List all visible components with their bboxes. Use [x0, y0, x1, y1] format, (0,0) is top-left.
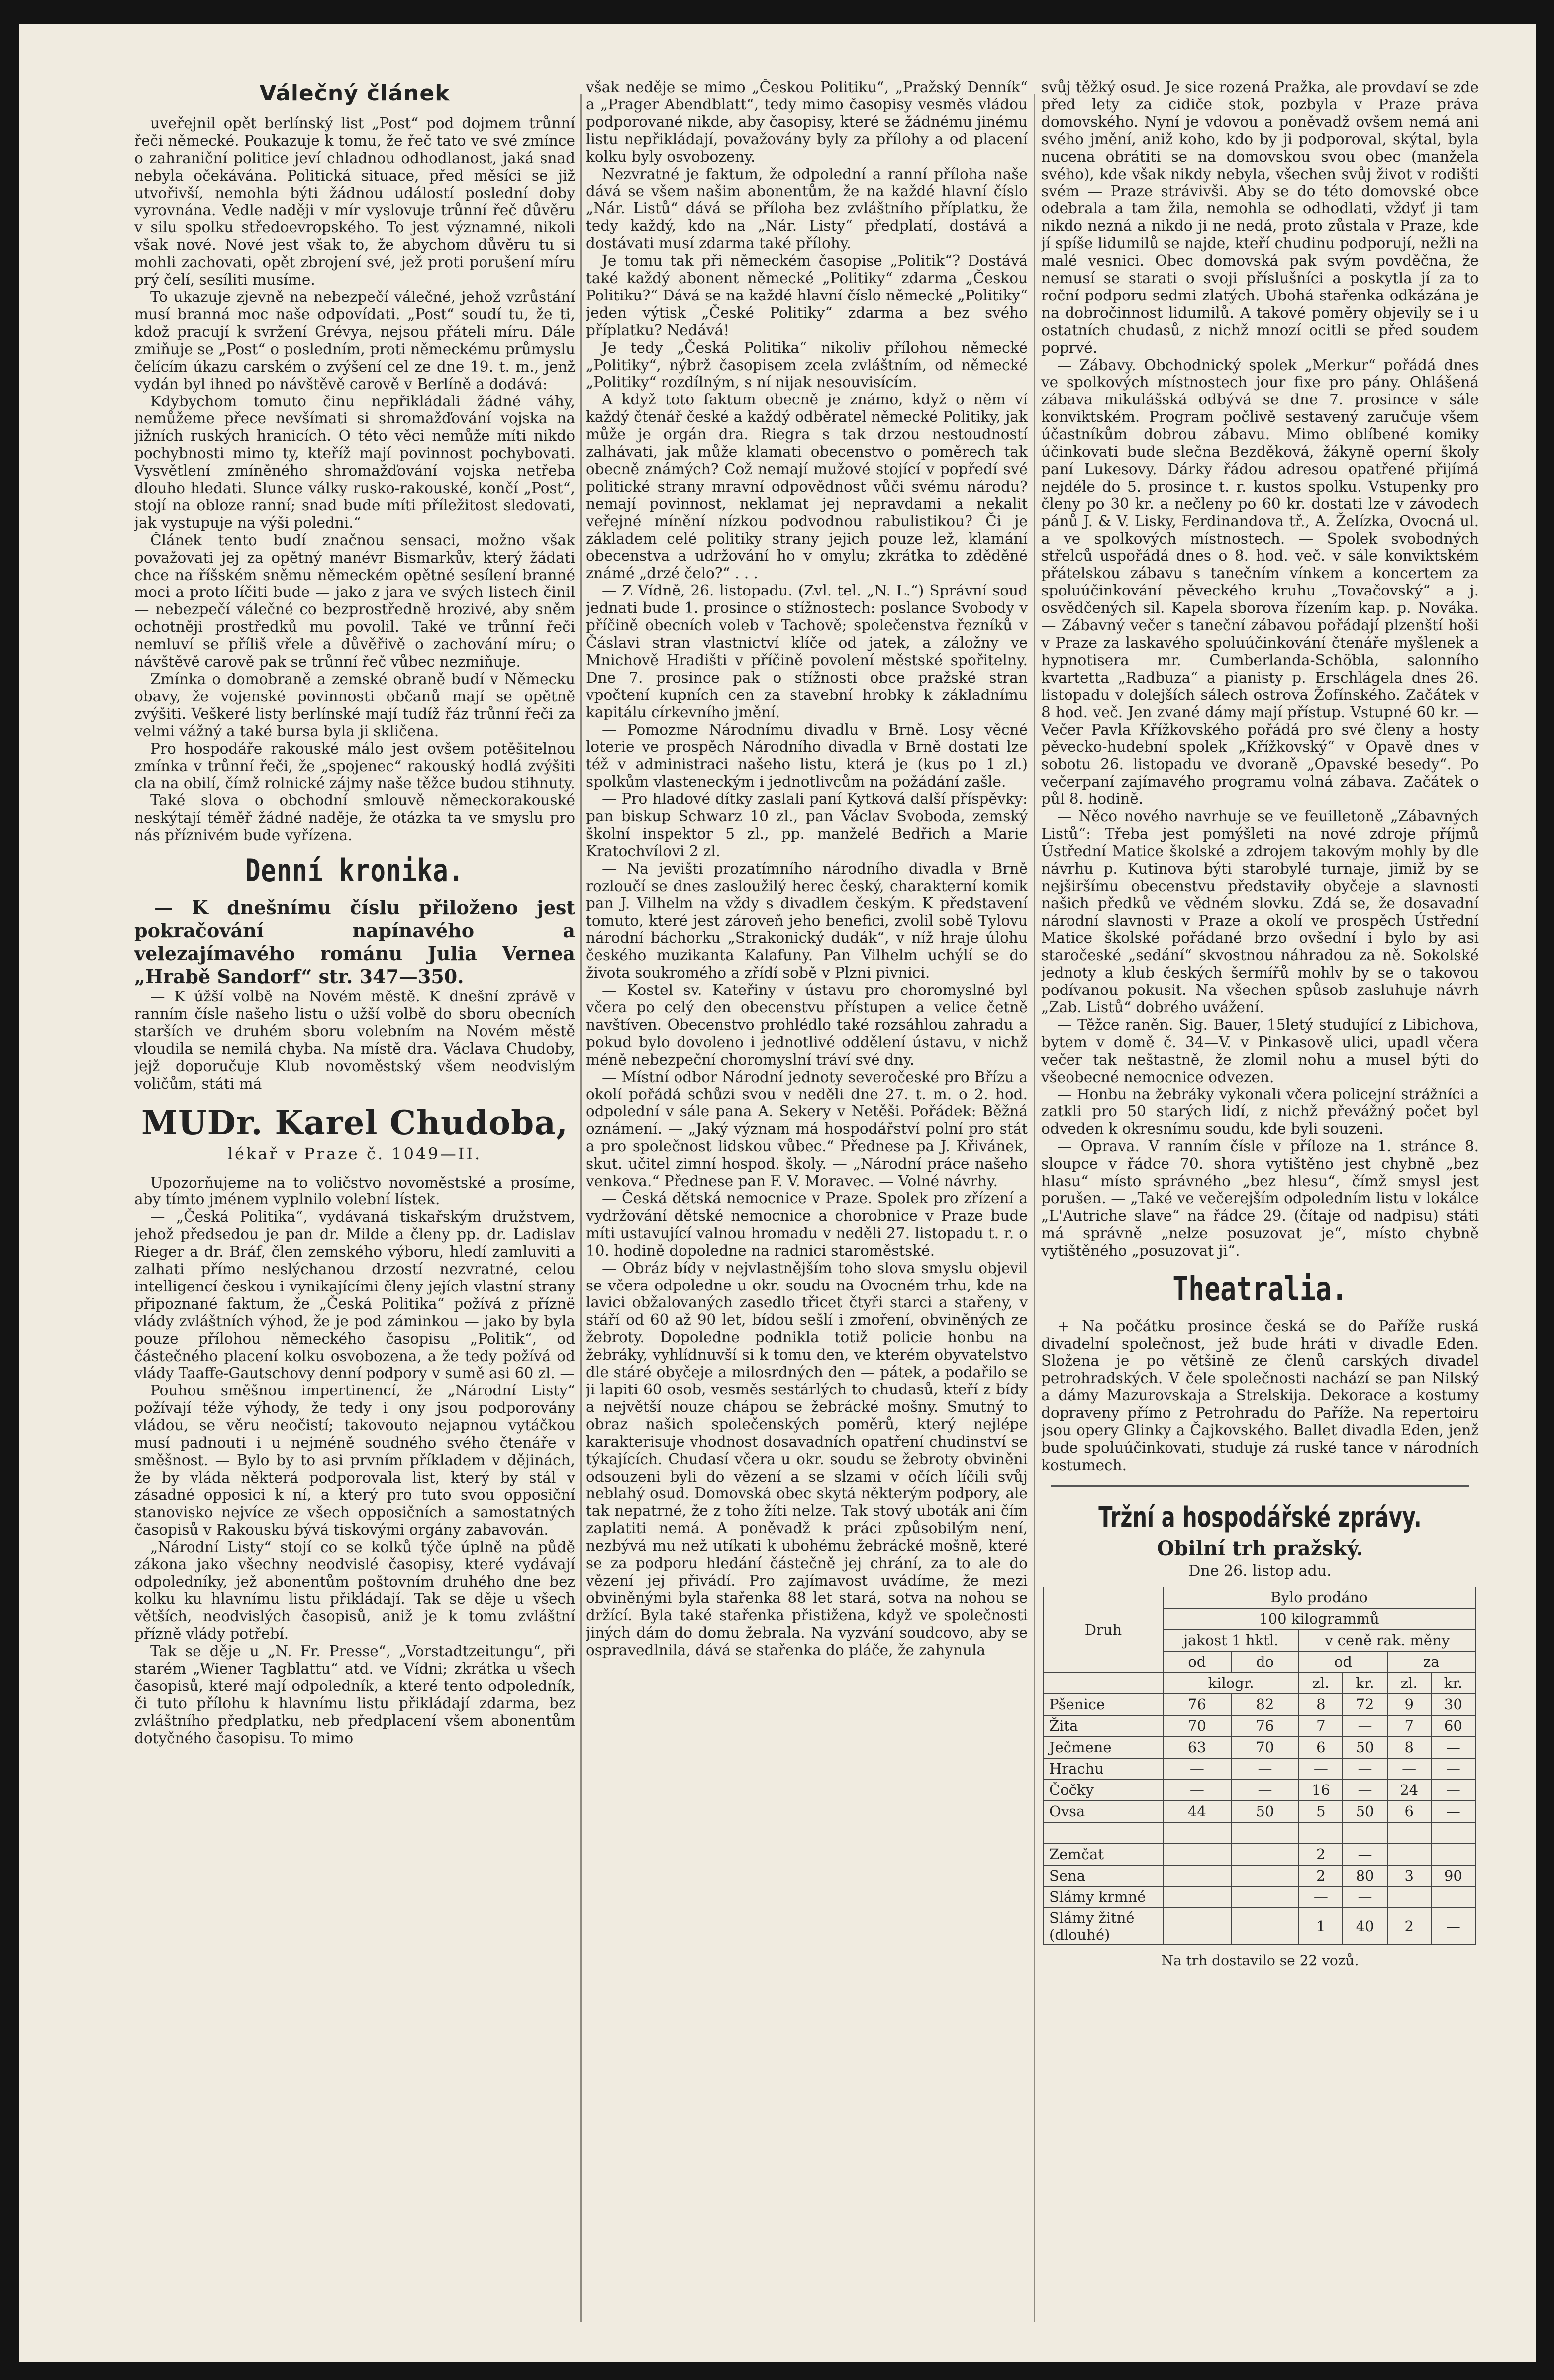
news-item: — Česká dětská nemocnice v Praze. Spolek pro zřízení a vydržování dětské nemocnice a chorobnice v Praze bude míti ustavující valnou hromadu v neděli 27. listopadu t. r. o 10. hodině dopoledne na radnici staroměstské. — [586, 1190, 1028, 1259]
commodity-name: Žita — [1044, 1715, 1163, 1737]
news-item: Pouhou směšnou impertinencí, že „Národní Listy“ požívají téže výhody, že tedy i ony jsou podporovány vládou, se věru neočistí; takovouto nejapnou vytáčkou musí padnouti i u nejméně soudného svého čtenáře v směšnost. — Bylo by to asi prvním příkladem v dějinách, že by vláda některá podporovala list, který by stál v zásadné opposici k ní, a který pro tuto svou opposiční stanovisko nejvíce ze všech opposičních a samostatných časopisů v Rakousku bývá tiskovými orgány zabavován. — [134, 1382, 575, 1538]
article-paragraph: To ukazuje zjevně na nebezpečí válečné, jehož vzrůstání musí branná moc naše odpovídati. „Post“ soudí tu, že ti, kdož pracují k svržení Grévya, nejsou přáteli míru. Dále zmiňuje se „Post“ o posledním, proti německému průmyslu čelícím úkazu carském o zvýšení cel ze dne 19. t. m., jenž vydán byl ihned po návštěvě carově v Berlíně a dodává: — [134, 289, 575, 393]
section-heading-theatralia: Theatralia. — [1172, 1269, 1348, 1309]
table-row — [1044, 1865, 1475, 1886]
price-cell: 16 — [1299, 1780, 1343, 1801]
price-cell: 6 — [1387, 1801, 1431, 1822]
news-item: — Pomozme Národnímu divadlu v Brně. Losy věcné loterie ve prospěch Národního divadla v Brně dostati lze též v administraci našeho listu, která je (kus po 1 zl.) spolkům vlasteneckým i jednotlivcům na požádání zašle. — [586, 721, 1028, 791]
newspaper-page — [19, 24, 1536, 2362]
price-cell: — — [1299, 1886, 1343, 1908]
header-do: do — [1231, 1651, 1299, 1673]
news-item: Tak se děje u „N. Fr. Presse“, „Vorstadtzeitungu“, při starém „Wiener Tagblattu“ atd. ve Vídni; zkrátka u všech časopisů, které mají odpoledník, a které tento odpoledník, či tuto přílohu k hlavnímu listu přikládají zdarma, bez zvláštního předplatku, neb předplacení všem abonentům dotyčného časopisu. To mimo — [134, 1642, 575, 1747]
price-cell: — — [1343, 1758, 1387, 1780]
header-od: od — [1163, 1651, 1231, 1673]
price-cell: — — [1343, 1715, 1387, 1737]
table-row — [1044, 1694, 1475, 1715]
price-cell — [1387, 1844, 1431, 1865]
price-cell: 7 — [1387, 1715, 1431, 1737]
article-paragraph: Také slova o obchodní smlouvě německorakouské neskýtají téměř žádné naděje, že otázka ta ve smyslu pro nás příznivém bude vyřízena. — [134, 792, 575, 844]
price-cell: 24 — [1387, 1780, 1431, 1801]
price-cell: 50 — [1231, 1801, 1299, 1822]
price-cell — [1299, 1822, 1343, 1844]
price-cell — [1431, 1822, 1475, 1844]
news-item: — K úžší volbě na Novém městě. K dnešní zprávě v ranním čísle našeho listu o užší volbě do sboru obecních starších ve druhém sboru volebním na Novém městě vloudila se nemilá chyba. Na místě dra. Václava Chudoby, jejž doporučuje Klub novoměstský všem neodvislým voličům, státi má — [134, 988, 575, 1092]
news-item: však neděje se mimo „Českou Politiku“, „Pražský Denník“ a „Prager Abendblatt“, tedy mimo časopisy vesměs vládou podporované nikde, aby časopisy, které se žádnému jinému listu nepřikládají, považovány byly za přílohy a od placení kolku byly osvobozeny. — [586, 79, 1028, 165]
price-cell: 3 — [1387, 1865, 1431, 1886]
news-item: — Honbu na žebráky vykonali včera policejní strážníci a zatkli pro 50 starých lidí, z nichž převážný počet byl odveden k okresnímu soudu, kde byli souzeni. — [1041, 1086, 1479, 1138]
commodity-name: Pšenice — [1044, 1694, 1163, 1715]
price-cell: 30 — [1431, 1694, 1475, 1715]
price-cell: 40 — [1343, 1908, 1387, 1945]
price-cell: — — [1431, 1737, 1475, 1758]
price-cell — [1231, 1908, 1299, 1945]
price-cell — [1231, 1844, 1299, 1865]
commodity-name: Zemčat — [1044, 1844, 1163, 1865]
header-kr: kr. — [1431, 1673, 1475, 1694]
article-paragraph: uveřejnil opět berlínský list „Post“ pod dojmem trůnní řeči německé. Poukazuje k tomu, že řeč tato ve své zmínce o zahraniční politice jeví chladnou odhodlanost, jaká snad nebyla očekávána. Politická situace, před měsíci se již utvořivší, nemohla býti žádnou událostí poslední doby vyrovnána. Vedle naději v mír vyslovuje trůnní řeč důvěru v silu spolku středoevropského. To jest významné, nikoli však nové. Nové jest však to, že abychom důvěru tu si mohli zachovati, opět zbrojení své, jež proti porušení míru prý čelí, sesíliti musíme. — [134, 115, 575, 289]
price-cell: 8 — [1387, 1737, 1431, 1758]
price-cell: 63 — [1163, 1737, 1231, 1758]
news-item: — Těžce raněn. Sig. Bauer, 15letý studující z Libichova, bytem v domě č. 34—V. v Pinkasově ulici, upadl včera večer tak neštastně, že zlomil nohu a musel býti do všeobecné nemocnice odvezen. — [1041, 1016, 1479, 1086]
price-cell: — — [1343, 1844, 1387, 1865]
price-cell — [1163, 1886, 1231, 1908]
price-cell: 9 — [1387, 1694, 1431, 1715]
price-cell — [1431, 1886, 1475, 1908]
price-cell: 7 — [1299, 1715, 1343, 1737]
header-od-price: od — [1299, 1651, 1387, 1673]
column-rule — [1034, 94, 1035, 2322]
header-zl: zl. — [1387, 1673, 1431, 1694]
news-item: — „Česká Politika“, vydávaná tiskařským družstvem, jehož předsedou je pan dr. Milde a členy pp. dr. Ladislav Rieger a dr. Bráf, člen zemského výboru, hledí zamluviti a zalhati přímo neslýchanou drzostí nezvratné, celou intelligencí českou i vynikajícími členy jejích vlastní strany připoznané faktum, že „Česká Politika“ požívá z příznë vlády zvláštních výhod, že je pod záminkou — jako by byla pouze přílohou německého časopisu „Politik“, od částečného placení kolku osvobozena, a že tedy požívá od vlády Taaffe-Gautschovy denní podpory v sumě asi 60 zl. — — [134, 1208, 575, 1382]
table-row — [1044, 1715, 1475, 1737]
news-item: — Něco nového navrhuje se ve feuilletoně „Zábavných Listů“: Třeba jest pomýšleti na nové zdroje příjmů Ústřední Matice školské a zdrojem takovým mohly by dle návrhu p. Kutinova býti starobylé turnaje, jimiž by se nejširšímu obecenstvu představiły obyčeje a slavnosti našich předků ve vědném slovku. Zdá se, že dosavadní národní slavnosti v Praze a okolí ve prospěch Ústřední Matice školské pořádané brzo ovšední i bylo by asi staročeské „sedání“ skvostnou náhradou za ně. Sokolské jednoty a klub českých šermířů mohlv by se o takovou podívanou pokusit. Na všechen spůsob zasluhuje návrh „Zab. Listů“ dobrého uvážení. — [1041, 808, 1479, 1016]
price-cell: 70 — [1231, 1737, 1299, 1758]
table-row — [1044, 1758, 1475, 1780]
price-cell: — — [1387, 1758, 1431, 1780]
column-middle — [586, 79, 1028, 2337]
header-zl: zl. — [1299, 1673, 1343, 1694]
price-cell: 72 — [1343, 1694, 1387, 1715]
header-kilogr: kilogr. — [1163, 1673, 1299, 1694]
commodity-name — [1044, 1822, 1163, 1844]
news-item: Nezvratné je faktum, že odpolední a ranní příloha naše dává se všem našim abonentům, že na každé hlavní číslo „Nár. Listů“ dává se příloha bez zvláštního příplatku, že tedy každý, kdo na „Nár. Listy“ předplatí, dostává a dostávati musí zdarma také přílohy. — [586, 165, 1028, 252]
price-cell: 90 — [1431, 1865, 1475, 1886]
price-cell: 50 — [1343, 1737, 1387, 1758]
grain-market-table — [1043, 1587, 1476, 1945]
header-prodano: Bylo prodáno — [1163, 1587, 1475, 1608]
price-cell: — — [1231, 1758, 1299, 1780]
section-heading-market: Tržní a hospodářské zprávy. — [1098, 1501, 1422, 1534]
price-cell: 50 — [1343, 1801, 1387, 1822]
notice-novel-supplement: — K dnešnímu číslu přiloženo jest pokračování napínavého a velezajímavého románu Julia Vernea „Hrabě Sandorf“ str. 347—350. — [134, 896, 575, 988]
header-kr: kr. — [1343, 1673, 1387, 1694]
column-left — [134, 79, 575, 2337]
price-cell: — — [1431, 1758, 1475, 1780]
price-cell — [1163, 1844, 1231, 1865]
section-divider — [1051, 1485, 1469, 1487]
price-cell — [1387, 1822, 1431, 1844]
column-rule — [580, 94, 582, 2322]
price-cell: 82 — [1231, 1694, 1299, 1715]
table-row — [1044, 1822, 1475, 1844]
news-item: — Oprava. V ranním čísle v příloze na 1. stránce 8. sloupce v řádce 70. shora vytištěno jest chybně „bez hlasu“ místo správného „bez hlesu“, čímž smysl jest porušen. — „Také ve večerejším odpoledním listu v lokálce „L'Autriche slave“ na řádce 29. (čítaje od nadpisu) státi má správně „nelze posuzovat je“, místo chybně vytištěného „posuzovat ji“. — [1041, 1138, 1479, 1259]
price-cell — [1163, 1865, 1231, 1886]
article-paragraph: Pro hospodáře rakouské málo jest ovšem potěšitelnou zmínka v trůnní řeči, že „spojenec“ rakouský hodlá zvýšiti cla na obilí, čímž rolnické zájmy naše těžce budou stihnuty. — [134, 740, 575, 792]
price-cell — [1231, 1822, 1299, 1844]
price-cell — [1163, 1822, 1231, 1844]
price-cell: 44 — [1163, 1801, 1231, 1822]
news-item: Upozorňujeme na to voličstvo novoměstské a prosíme, aby tímto jménem vyplnilo volební lístek. — [134, 1174, 575, 1208]
article-paragraph: Článek tento budí značnou sensaci, možno však považovati jej za opětný manévr Bismarkův, který žádati chce na říšském sněmu německém opětné sesílení branné moci a proto líčiti bude — jako z jara ve svých listech činil — nebezpečí válečné co bezprostředně hrozivé, aby sněm ochotněji prostředků mu povolil. Také ve trůnní řeči nemluví se příliš vřele a důvěřivě o zachování míru; o návštěvě carově pak se trůnní řeč vůbec nezmiňuje. — [134, 531, 575, 671]
price-cell: 2 — [1299, 1844, 1343, 1865]
header-cena: v ceně rak. měny — [1299, 1630, 1475, 1651]
news-item: svůj těžký osud. Je sice rozená Pražka, ale provdaví se zde před lety za cidiče stok, pozbyla v Praze práva domovského. Nyní je vdovou a poněvadž ovšem nemá ani svého jmění, aniž koho, kdo by ji podporoval, skýtal, byla nucena obrátiti se na domovskou svou obec (manžela svého), kde však nikdy nebyla, všechen svůj život v rodišti svém — Praze strávivši. Aby se do této domovské obce odebrala a tam žila, nemohla se odhodlati, vždyť ji tam nikdo nezná a nikdo ji ne nedá, proto zůstala v Praze, kde jí spíše lidumilů se najde, kteří chudinu podporují, nežli na malé vesnici. Obec domovská pak svým povděčna, že nemusí se starati o svoji příslušníci a poskytla jí za to roční podporu sedmi zlatých. Ubohá stařenka odkázána je na dobročinnost lidumilů. A takové poměry objevily se i u ostatních chudasů, z nichž mnozí ocitli se před soudem poprvé. — [1041, 79, 1479, 356]
market-footnote: Na trh dostavilo se 22 vozů. — [1161, 1952, 1359, 1969]
price-cell: 70 — [1163, 1715, 1231, 1737]
news-item: „Národní Listy“ stojí co se kolků týče úplně na půdě zákona jako všechny neodvislé časopisy, které vydávají odpoledníky, jež abonentům poštovním druhého dne bez kolku ku hlavnímu listu přikládají. Tak se děje u všech větších, neodvislých časopisů, aniž je k tomu zvláštní přízně vlády potřebí. — [134, 1538, 575, 1643]
header-100kg: 100 kilogrammů — [1163, 1608, 1475, 1630]
table-row — [1044, 1844, 1475, 1865]
price-cell — [1231, 1865, 1299, 1886]
article-paragraph: Zmínka o domobraně a zemské obraně budí v Německu obavy, že vojenské povinnosti občanů mají se opětně zvýšiti. Veškeré listy berlínské mají tudíž řáz trůnní řeči za velmi vážný a také bursa byla ji skličena. — [134, 671, 575, 740]
table-row — [1044, 1780, 1475, 1801]
news-item: + Na počátku prosince česká se do Paříže ruská divadelní společnost, jež bude hráti v divadle Eden. Složena je po většině ze členů carských divadel petrohradských. V čele společnosti nachází se pan Nilský a dámy Mazurovskaja a Strelskija. Dekorace a kostumy dopraveny přímo z Petrohradu do Paříže. Na repertoiru jsou opery Glinky a Čajkovského. Ballet divadla Eden, jenž bude spoluúčinkovati, studuje zá ruské tance v národních kostumech. — [1041, 1317, 1479, 1474]
price-cell: — — [1163, 1780, 1231, 1801]
price-cell: 1 — [1299, 1908, 1343, 1945]
price-cell — [1163, 1908, 1231, 1945]
price-cell: — — [1431, 1801, 1475, 1822]
news-item: — Na jevišti prozatímního národního divadla v Brně rozloučí se dnes zasloužilý herec český, charakterní komik pan J. Vilhelm na vždy s divadlem českým. K představení tomuto, které jest zároveň jeho benefici, zvolil sobě Tylovu národní báchorku „Strakonický dudák“, v níž hraje úlohu českého muzikanta Kalafuny. Pan Vilhelm uchýlí se do života soukromého a zřídí sobě v Plzni pivnici. — [586, 860, 1028, 982]
news-item: Je tomu tak při německém časopise „Politik“? Dostává také každý abonent německé „Politiky“ zdarma „Českou Politiku?“ Dává se na každé hlavní číslo německé „Politiky“ jeden výtisk „České Politiky“ zdarma a bez svého příplatku? Nedává! — [586, 252, 1028, 339]
header-druh: Druh — [1044, 1587, 1163, 1673]
grain-market-rows — [1044, 1694, 1475, 1945]
commodity-name: Hrachu — [1044, 1758, 1163, 1780]
price-cell: — — [1431, 1780, 1475, 1801]
header-za-price: za — [1387, 1651, 1475, 1673]
table-row — [1044, 1801, 1475, 1822]
market-date: Dne 26. listop adu. — [1188, 1562, 1332, 1580]
column-right — [1041, 79, 1479, 2337]
price-cell — [1343, 1822, 1387, 1844]
table-row — [1044, 1886, 1475, 1908]
price-cell: 76 — [1163, 1694, 1231, 1715]
price-cell — [1231, 1886, 1299, 1908]
commodity-name: Čočky — [1044, 1780, 1163, 1801]
candidate-name: MUDr. Karel Chudoba, — [141, 1103, 569, 1142]
candidate-title: lékař v Praze č. 1049—II. — [227, 1144, 482, 1163]
commodity-name: Ječmene — [1044, 1737, 1163, 1758]
price-cell: — — [1343, 1780, 1387, 1801]
price-cell: 6 — [1299, 1737, 1343, 1758]
news-item: — Obráz bídy v nejvlastnějším toho slova smyslu objevil se včera odpoledne u okr. soudu na Ovocném trhu, kde na lavici obžalovaných zasedlo třicet čtyři starci a stařeny, v stáří od 60 až 90 let, bídou sešlí i zmoření, obviněných ze žebroty. Dopoledne podnikla totiž policie honbu na žebráky, vyhlídnuvší si k tomu den, ve kterém obyvatelstvo dle stáré obyčeje a milosrdných den — pátek, a podařilo se ji lapiti 60 osob, vesměs sestárlých to chudasů, kteří z bídy a největší nouze chápou se žebrácké mošny. Smutný to obraz našich společenských poměrů, který nejlépe karakterisuje vhodnost dosavadních opatření chudinství se týkajících. Chudasí včera u okr. soudu se žebroty obviněni odsouzeni byli do vězení a se slzami v očích líčili svůj neblahý osud. Domovská obec skytá některým podpory, ale tak nepatrné, že z toho žíti nelze. Tak stový uboták ani čím zaplatiti nemá. A poněvadž k práci způsobilým není, nezbývá mu než utíkati k ubohému žebrácké mošně, které se za podporu hledání částečně jej chrání, za to ale do vězení jej přivádí. Pro zajímavost uvádíme, že mezi obviněnými byla stařenka 88 let stará, sotva na nohou se držící. Byla také stařenka přistižena, když ve společnosti jiných dám do domu žebrala. Na vyzvání soudcovo, aby se ospravedlnila, dává se stařenka do pláče, že zahynula — [586, 1259, 1028, 1659]
market-subheading: Obilní trh pražský. — [1157, 1536, 1363, 1560]
price-cell: — — [1431, 1908, 1475, 1945]
news-item: — Zábavy. Obchodnický spolek „Merkur“ pořádá dnes ve spolkových místnostech jour fixe pro pány. Ohlášená zábava mikulášská odbývá se dne 7. prosince v sále konviktském. Program počlivě sestavený zaručuje všem účastníkům dobrou zábavu. Mimo oblíbené komiky účinkovati bude slečna Bezděková, žákyně operní školy paní Lukesovy. Dárky řádou adresou opatřené přijímá nejdéle do 5. prosince t. r. kustos spolku. Vstupenky pro členy po 30 kr. a nečleny po 60 kr. dostati lze v závodech pánů J. & V. Lisky, Ferdinandova tř., A. Želízka, Ovocná ul. a ve spolkových místnostech. — Spolek svobodných střelců uspořádá dnes o 8. hod. več. v sále konviktském přátelskou zábavu s tanečním vínkem a koncertem za spoluúčinkování pěveckého kruhu „Tovačovský“ a j. osvědčených sil. Kapela sborova řízením kap. p. Nováka. — Zábavný večer s taneční zábavou pořádají plzenští hoši v Praze za laskavého spoluúčinkování čtenáře myšlenek a hypnotisera mr. Cumberlanda-Schöbla, salonního kvartetta „Radbuza“ a pianisty p. Erschlágela dnes 26. listopadu v dolejších sálech ostrova Žofínského. Začátek v 8 hod. več. Jen zvané dámy mají přístup. Vstupné 60 kr. — Večer Pavla Křížkovského pořádá pro své členy a hosty pěvecko-hudební spolek „Křížkovský“ v Opavě dnes v sobotu 26. listopadu ve dvoraně „Opavské besedy“. Po večerpaní zajímavého programu volná zábava. Začátek o půl 8. hodině. — [1041, 356, 1479, 808]
price-cell: — — [1343, 1886, 1387, 1908]
price-cell: 2 — [1299, 1865, 1343, 1886]
price-cell: 2 — [1387, 1908, 1431, 1945]
commodity-name: Sena — [1044, 1865, 1163, 1886]
news-item: — Kostel sv. Kateřiny v ústavu pro choromyslné byl včera po celý den obecenstvu přístupen a velice četně navštíven. Obecenstvo prohlédlo také rozsáhlou zahradu a pokud bylo dovoleno i jednotlivé oddělení ústavu, v nichž méně nebezpeční choromyslní tráví své dny. — [586, 982, 1028, 1068]
price-cell — [1387, 1886, 1431, 1908]
price-cell — [1431, 1844, 1475, 1865]
price-cell: 60 — [1431, 1715, 1475, 1737]
table-row — [1044, 1737, 1475, 1758]
price-cell: 80 — [1343, 1865, 1387, 1886]
news-item: A když toto faktum obecně je známo, když o něm ví každý čtenář české a každý odběratel německé Politiky, jak může je orgán dra. Riegra s tak drzou nestoudností zalhávati, jak může klamati obecenstvo o poměrech tak obecně známých? Což nemají mužové stojící v popředí své politické strany mravní odpovědnost vůči svému národu? nemají povinnost, neklamat jej nepravdami a nekalit veřejné mínění nízkou podvodnou rabulistikou? Či je základem celé politiky strany jejich pouze lež, klamání obecenstva a udržování ho v omylu; zkrátka to zděděné známé „drzé čelo?“ . . . — [586, 391, 1028, 582]
news-item: — Z Vídně, 26. listopadu. (Zvl. tel. „N. L.“) Správní soud jednati bude 1. prosince o stížnostech: poslance Svobody v příčině obecních voleb v Tachově; společenstva řezníků v Čáslavi stran vlastnictví klíče od jatek, a záložny ve Mnichově Hradišti v příčině povolení městské spořitelny. Dne 7. prosince pak o stížnosti obce pražské stran vpočtení kupních cen za stavební hrobky k základnímu kapitálu církevního jmění. — [586, 582, 1028, 721]
commodity-name: Ovsa — [1044, 1801, 1163, 1822]
price-cell: — — [1231, 1780, 1299, 1801]
header-jakost: jakost 1 hktl. — [1163, 1630, 1299, 1651]
table-row — [1044, 1908, 1475, 1945]
commodity-name: Slámy žitné (dlouhé) — [1044, 1908, 1163, 1945]
news-item: Je tedy „Česká Politika“ nikoliv přílohou německé „Politiky“, nýbrž časopisem zcela zvláštním, od německé „Politiky“ rozdílným, s ní nijak nesouvisícím. — [586, 339, 1028, 391]
price-cell: 76 — [1231, 1715, 1299, 1737]
article-heading: Válečný článek — [259, 81, 450, 106]
news-item: — Místní odbor Národní jednoty severočeské pro Břízu a okolí pořádá schůzi svou v neděli dne 27. t. m. o 2. hod. odpolední v sále pana A. Sekery v Netěši. Pořádek: Běžná oznámení. — „Jaký význam má hospodářství polní pro stát a pro společnost lidskou vůbec.“ Přednese pa J. Křivánek, skut. učitel zimní hospod. školy. — „Národní práce našeho venkova.“ Přednese pan F. V. Moravec. — Volné návrhy. — [586, 1068, 1028, 1190]
article-paragraph: Kdybychom tomuto činu nepřikládali žádné váhy, nemůžeme přece nevšímati si shromažďování vojska na jižních ruských hranicích. O této věci nemůže míti nikdo pochybnosti mimo ty, kteříž mají povinnost pochybovati. Vysvětlení zmíněného shromažďování vojska netřeba dlouho hledati. Slunce války rusko-rakouské, končí „Post“, stojí na obloze ranní; snad bude míti příležitost sledovati, jak vystupuje na výši poledni.“ — [134, 393, 575, 531]
price-cell: — — [1299, 1758, 1343, 1780]
news-item: — Pro hladové dítky zaslali paní Kytková další příspěvky: pan biskup Schwarz 10 zl., pan Václav Svoboda, zemský školní inspektor 5 zl., pp. manželé Bedřich a Marie Kratochvílovi 2 zl. — [586, 791, 1028, 860]
commodity-name: Slámy krmné — [1044, 1886, 1163, 1908]
section-heading-kronika: Denní kronika. — [245, 852, 465, 889]
price-cell: 5 — [1299, 1801, 1343, 1822]
price-cell: — — [1163, 1758, 1231, 1780]
price-cell: 8 — [1299, 1694, 1343, 1715]
